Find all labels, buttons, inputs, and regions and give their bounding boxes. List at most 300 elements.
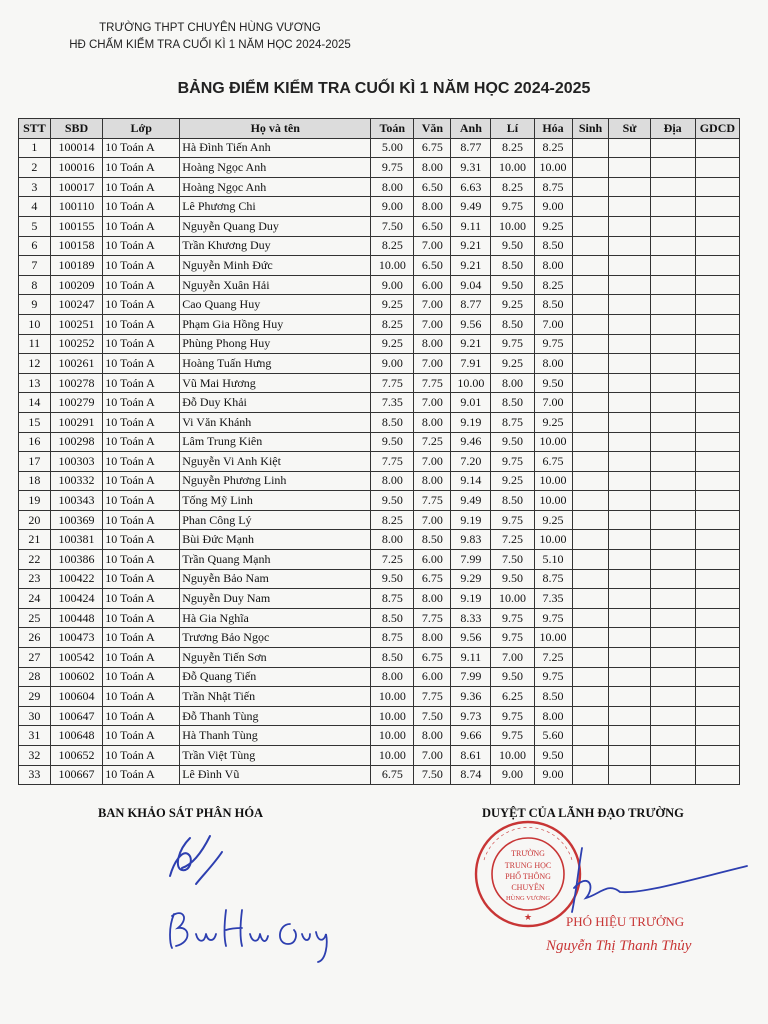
table-cell: 8.50: [371, 648, 414, 668]
table-cell: 9.25: [491, 354, 534, 374]
table-cell: 9.75: [534, 608, 572, 628]
table-row: [19, 471, 740, 491]
table-cell: 7.00: [414, 295, 451, 315]
table-cell: 100291: [50, 412, 102, 432]
table-cell: [572, 295, 609, 315]
table-cell: 8.75: [534, 177, 572, 197]
table-cell: 9.75: [491, 628, 534, 648]
table-cell: 6.00: [414, 275, 451, 295]
table-cell: 100189: [50, 256, 102, 276]
table-cell: [650, 687, 695, 707]
table-cell: [572, 608, 609, 628]
table-cell: Đỗ Duy Khải: [180, 393, 371, 413]
table-cell: Nguyễn Vi Anh Kiệt: [180, 452, 371, 472]
table-cell: [695, 569, 739, 589]
table-cell: 9.75: [491, 197, 534, 217]
table-cell: [695, 746, 739, 766]
table-cell: 100251: [50, 314, 102, 334]
table-cell: 10 Toán A: [103, 138, 180, 158]
table-cell: 13: [19, 373, 51, 393]
table-cell: [572, 334, 609, 354]
initial-signature: [160, 828, 240, 890]
table-cell: 6.63: [451, 177, 491, 197]
table-cell: 8.00: [414, 158, 451, 178]
exam-board-name: HĐ CHẤM KIỂM TRA CUỐI KÌ 1 NĂM HỌC 2024-2025: [69, 39, 351, 51]
table-cell: [695, 197, 739, 217]
table-cell: 7.25: [371, 550, 414, 570]
table-cell: 9.21: [451, 256, 491, 276]
table-cell: 14: [19, 393, 51, 413]
table-cell: 7.75: [414, 608, 451, 628]
column-header: Lớp: [103, 119, 180, 139]
table-cell: 12: [19, 354, 51, 374]
table-cell: 7.75: [414, 373, 451, 393]
table-cell: 9.50: [534, 746, 572, 766]
table-cell: 6.50: [414, 177, 451, 197]
table-cell: 7.00: [414, 354, 451, 374]
column-header: Sử: [609, 119, 650, 139]
table-cell: 8.33: [451, 608, 491, 628]
table-cell: [609, 491, 650, 511]
table-cell: 11: [19, 334, 51, 354]
table-row: [19, 491, 740, 511]
table-cell: 10 Toán A: [103, 569, 180, 589]
table-cell: [572, 667, 609, 687]
table-cell: [650, 295, 695, 315]
table-cell: 8.50: [491, 491, 534, 511]
table-cell: 15: [19, 412, 51, 432]
table-cell: 9.29: [451, 569, 491, 589]
table-cell: 7.75: [371, 452, 414, 472]
table-cell: [695, 138, 739, 158]
table-cell: [609, 510, 650, 530]
table-cell: 8.25: [534, 275, 572, 295]
table-cell: 10: [19, 314, 51, 334]
table-cell: 10 Toán A: [103, 236, 180, 256]
table-cell: 6.75: [534, 452, 572, 472]
table-cell: Đỗ Thanh Tùng: [180, 706, 371, 726]
table-cell: Nguyễn Duy Nam: [180, 589, 371, 609]
table-cell: [650, 765, 695, 785]
table-cell: 7: [19, 256, 51, 276]
table-cell: [609, 138, 650, 158]
table-cell: [695, 354, 739, 374]
table-cell: 10 Toán A: [103, 432, 180, 452]
table-cell: 10 Toán A: [103, 648, 180, 668]
table-cell: 8.50: [491, 393, 534, 413]
table-cell: 9.50: [491, 275, 534, 295]
table-cell: 100386: [50, 550, 102, 570]
table-cell: 9.49: [451, 197, 491, 217]
table-cell: 7.35: [371, 393, 414, 413]
survey-board-title: BAN KHẢO SÁT PHÂN HÓA: [98, 806, 264, 820]
table-cell: 7.99: [451, 550, 491, 570]
table-cell: [609, 471, 650, 491]
table-cell: 10 Toán A: [103, 216, 180, 236]
table-cell: [572, 432, 609, 452]
table-cell: [650, 706, 695, 726]
table-cell: 100014: [50, 138, 102, 158]
table-cell: 22: [19, 550, 51, 570]
table-cell: Đỗ Quang Tiến: [180, 667, 371, 687]
table-cell: 10 Toán A: [103, 628, 180, 648]
table-cell: Trần Khương Duy: [180, 236, 371, 256]
table-cell: [572, 177, 609, 197]
table-cell: [609, 295, 650, 315]
table-cell: [572, 530, 609, 550]
table-cell: 100017: [50, 177, 102, 197]
table-cell: 9: [19, 295, 51, 315]
table-cell: 100155: [50, 216, 102, 236]
table-row: [19, 589, 740, 609]
table-row: [19, 726, 740, 746]
table-cell: 9.75: [491, 452, 534, 472]
table-cell: 100448: [50, 608, 102, 628]
table-cell: 8.50: [491, 256, 534, 276]
table-cell: Trần Nhật Tiến: [180, 687, 371, 707]
table-cell: Trương Bảo Ngọc: [180, 628, 371, 648]
table-row: [19, 177, 740, 197]
table-row: [19, 608, 740, 628]
table-cell: [695, 314, 739, 334]
table-cell: 9.25: [491, 295, 534, 315]
table-cell: 10.00: [371, 706, 414, 726]
principal-signature: [552, 842, 752, 922]
table-cell: 10 Toán A: [103, 765, 180, 785]
table-cell: Vũ Mai Hương: [180, 373, 371, 393]
table-cell: [650, 628, 695, 648]
table-row: [19, 216, 740, 236]
table-cell: 8.00: [414, 334, 451, 354]
table-cell: [609, 726, 650, 746]
table-cell: 100647: [50, 706, 102, 726]
table-cell: 10 Toán A: [103, 706, 180, 726]
table-row: [19, 628, 740, 648]
table-cell: 19: [19, 491, 51, 511]
table-cell: [572, 412, 609, 432]
table-cell: Hoàng Ngọc Anh: [180, 158, 371, 178]
table-cell: 9.56: [451, 314, 491, 334]
table-cell: [609, 216, 650, 236]
table-cell: 23: [19, 569, 51, 589]
table-cell: 26: [19, 628, 51, 648]
table-cell: [650, 510, 695, 530]
table-cell: 10 Toán A: [103, 491, 180, 511]
table-cell: [650, 256, 695, 276]
table-cell: 9.25: [534, 412, 572, 432]
table-row: [19, 158, 740, 178]
table-cell: 10 Toán A: [103, 471, 180, 491]
table-cell: 10.00: [534, 432, 572, 452]
document-title: BẢNG ĐIỂM KIỂM TRA CUỐI KÌ 1 NĂM HỌC 2024-2025: [177, 80, 591, 97]
table-cell: [650, 373, 695, 393]
table-cell: Hà Gia Nghĩa: [180, 608, 371, 628]
table-cell: 31: [19, 726, 51, 746]
table-cell: [650, 354, 695, 374]
table-cell: [572, 491, 609, 511]
table-cell: [695, 765, 739, 785]
table-cell: [609, 334, 650, 354]
table-cell: 7.00: [414, 510, 451, 530]
table-cell: [695, 648, 739, 668]
table-cell: [695, 667, 739, 687]
table-cell: 9.25: [534, 510, 572, 530]
table-cell: [650, 452, 695, 472]
table-cell: 9.50: [371, 432, 414, 452]
table-cell: [650, 158, 695, 178]
table-cell: 8.50: [534, 687, 572, 707]
table-cell: [650, 138, 695, 158]
table-cell: 9.19: [451, 589, 491, 609]
table-cell: [572, 158, 609, 178]
table-cell: 9.19: [451, 510, 491, 530]
table-cell: 8.00: [534, 256, 572, 276]
table-cell: 8.25: [371, 314, 414, 334]
table-cell: 9.14: [451, 471, 491, 491]
table-cell: 6.75: [414, 648, 451, 668]
table-row: [19, 393, 740, 413]
column-header: Họ và tên: [180, 119, 371, 139]
table-cell: 10 Toán A: [103, 550, 180, 570]
table-cell: Nguyễn Tiến Sơn: [180, 648, 371, 668]
table-cell: 10 Toán A: [103, 530, 180, 550]
table-cell: 8.50: [491, 314, 534, 334]
table-cell: 10.00: [491, 589, 534, 609]
table-cell: 100369: [50, 510, 102, 530]
table-cell: 8.00: [371, 177, 414, 197]
table-cell: 8.00: [371, 667, 414, 687]
table-cell: 8.00: [414, 197, 451, 217]
table-cell: 16: [19, 432, 51, 452]
table-cell: 9.11: [451, 648, 491, 668]
table-cell: 8.50: [534, 295, 572, 315]
table-row: [19, 236, 740, 256]
table-cell: 8: [19, 275, 51, 295]
table-cell: 100424: [50, 589, 102, 609]
table-cell: 8.00: [414, 628, 451, 648]
table-cell: 9.31: [451, 158, 491, 178]
table-cell: 10 Toán A: [103, 393, 180, 413]
table-cell: 7.00: [414, 452, 451, 472]
table-cell: 8.00: [371, 530, 414, 550]
table-cell: 8.25: [491, 177, 534, 197]
table-cell: [572, 628, 609, 648]
table-cell: [572, 393, 609, 413]
column-header: Sinh: [572, 119, 609, 139]
table-row: [19, 706, 740, 726]
table-cell: 33: [19, 765, 51, 785]
table-cell: 9.50: [371, 569, 414, 589]
table-cell: 9.50: [491, 432, 534, 452]
table-cell: 6.75: [414, 569, 451, 589]
table-cell: 7.00: [414, 236, 451, 256]
table-cell: [650, 432, 695, 452]
table-cell: [609, 765, 650, 785]
table-row: [19, 550, 740, 570]
table-cell: [650, 334, 695, 354]
table-cell: 6: [19, 236, 51, 256]
table-cell: [572, 197, 609, 217]
table-cell: 10 Toán A: [103, 354, 180, 374]
table-cell: 9.75: [534, 334, 572, 354]
table-row: [19, 197, 740, 217]
table-cell: 100648: [50, 726, 102, 746]
table-cell: 7.00: [414, 393, 451, 413]
table-cell: [572, 706, 609, 726]
table-cell: Bùi Đức Mạnh: [180, 530, 371, 550]
table-cell: Lâm Trung Kiên: [180, 432, 371, 452]
svg-text:PHỔ THÔNG: PHỔ THÔNG: [505, 872, 551, 881]
table-cell: [572, 746, 609, 766]
table-cell: [609, 275, 650, 295]
table-cell: [695, 275, 739, 295]
table-cell: 8.00: [414, 471, 451, 491]
table-cell: 8.00: [414, 589, 451, 609]
table-cell: [609, 197, 650, 217]
column-header: STT: [19, 119, 51, 139]
table-cell: [609, 706, 650, 726]
table-cell: [650, 530, 695, 550]
table-cell: 7.25: [491, 530, 534, 550]
table-cell: 10 Toán A: [103, 177, 180, 197]
table-cell: [650, 275, 695, 295]
table-cell: 10.00: [491, 746, 534, 766]
table-cell: 8.00: [491, 373, 534, 393]
position-title: PHÓ HIỆU TRƯỞNG: [566, 914, 685, 929]
table-cell: 9.73: [451, 706, 491, 726]
table-row: [19, 530, 740, 550]
table-cell: 8.74: [451, 765, 491, 785]
table-cell: 100604: [50, 687, 102, 707]
table-cell: 10.00: [534, 628, 572, 648]
table-header-row: [19, 119, 740, 139]
table-cell: [609, 393, 650, 413]
svg-text:★: ★: [523, 912, 533, 922]
table-cell: [695, 158, 739, 178]
table-cell: [609, 373, 650, 393]
table-cell: 10 Toán A: [103, 667, 180, 687]
table-cell: 10.00: [491, 158, 534, 178]
table-cell: [572, 550, 609, 570]
table-cell: 8.75: [491, 412, 534, 432]
table-cell: 6.50: [414, 256, 451, 276]
table-cell: 10.00: [534, 471, 572, 491]
table-cell: [650, 314, 695, 334]
table-cell: 100247: [50, 295, 102, 315]
table-cell: 18: [19, 471, 51, 491]
table-cell: [609, 569, 650, 589]
table-cell: [650, 569, 695, 589]
table-cell: [572, 373, 609, 393]
table-cell: 7.00: [534, 393, 572, 413]
table-cell: 32: [19, 746, 51, 766]
table-cell: 7.50: [491, 550, 534, 570]
table-cell: 100016: [50, 158, 102, 178]
table-cell: 9.11: [451, 216, 491, 236]
table-cell: [609, 158, 650, 178]
table-cell: Lê Phương Chi: [180, 197, 371, 217]
table-cell: 4: [19, 197, 51, 217]
table-cell: [572, 510, 609, 530]
column-header: Địa: [650, 119, 695, 139]
table-cell: [572, 354, 609, 374]
table-cell: [695, 471, 739, 491]
table-cell: 9.00: [371, 197, 414, 217]
table-cell: 10.00: [371, 746, 414, 766]
table-cell: 9.49: [451, 491, 491, 511]
table-cell: 100422: [50, 569, 102, 589]
table-cell: 9.36: [451, 687, 491, 707]
table-cell: [695, 726, 739, 746]
table-cell: [695, 236, 739, 256]
table-cell: 9.04: [451, 275, 491, 295]
table-cell: 9.50: [491, 236, 534, 256]
table-cell: 10 Toán A: [103, 197, 180, 217]
table-row: [19, 432, 740, 452]
table-cell: 7.00: [414, 746, 451, 766]
column-header: Văn: [414, 119, 451, 139]
table-cell: 6.00: [414, 550, 451, 570]
table-row: [19, 667, 740, 687]
table-cell: 9.50: [491, 569, 534, 589]
table-cell: 8.50: [371, 412, 414, 432]
table-cell: 100602: [50, 667, 102, 687]
table-cell: 9.75: [491, 706, 534, 726]
table-row: [19, 373, 740, 393]
table-cell: [695, 530, 739, 550]
table-cell: 6.75: [371, 765, 414, 785]
table-cell: 10 Toán A: [103, 452, 180, 472]
table-cell: 8.75: [371, 628, 414, 648]
table-cell: 7.99: [451, 667, 491, 687]
table-cell: [650, 589, 695, 609]
table-cell: 9.25: [491, 471, 534, 491]
table-cell: [695, 295, 739, 315]
table-cell: Hà Đình Tiến Anh: [180, 138, 371, 158]
table-row: [19, 765, 740, 785]
table-cell: 5.00: [371, 138, 414, 158]
table-cell: 10 Toán A: [103, 275, 180, 295]
table-cell: 8.61: [451, 746, 491, 766]
table-cell: [650, 236, 695, 256]
grades-table: [18, 118, 740, 785]
table-row: [19, 138, 740, 158]
table-cell: 7.50: [371, 216, 414, 236]
table-cell: [695, 334, 739, 354]
table-cell: 9.21: [451, 236, 491, 256]
table-cell: [572, 589, 609, 609]
table-cell: Trần Quang Mạnh: [180, 550, 371, 570]
school-name: TRƯỜNG THPT CHUYÊN HÙNG VƯƠNG: [99, 22, 321, 34]
table-cell: Vi Văn Khánh: [180, 412, 371, 432]
table-cell: [650, 177, 695, 197]
table-cell: 17: [19, 452, 51, 472]
table-cell: 9.75: [491, 510, 534, 530]
table-cell: 9.00: [371, 354, 414, 374]
table-cell: [609, 746, 650, 766]
table-cell: [572, 216, 609, 236]
table-cell: 9.00: [534, 197, 572, 217]
svg-text:CHUYÊN: CHUYÊN: [511, 883, 545, 892]
table-cell: [572, 471, 609, 491]
table-cell: 2: [19, 158, 51, 178]
table-cell: 7.75: [414, 687, 451, 707]
table-cell: Cao Quang Huy: [180, 295, 371, 315]
table-cell: 7.00: [414, 314, 451, 334]
table-cell: [650, 393, 695, 413]
table-cell: [609, 687, 650, 707]
table-row: [19, 334, 740, 354]
